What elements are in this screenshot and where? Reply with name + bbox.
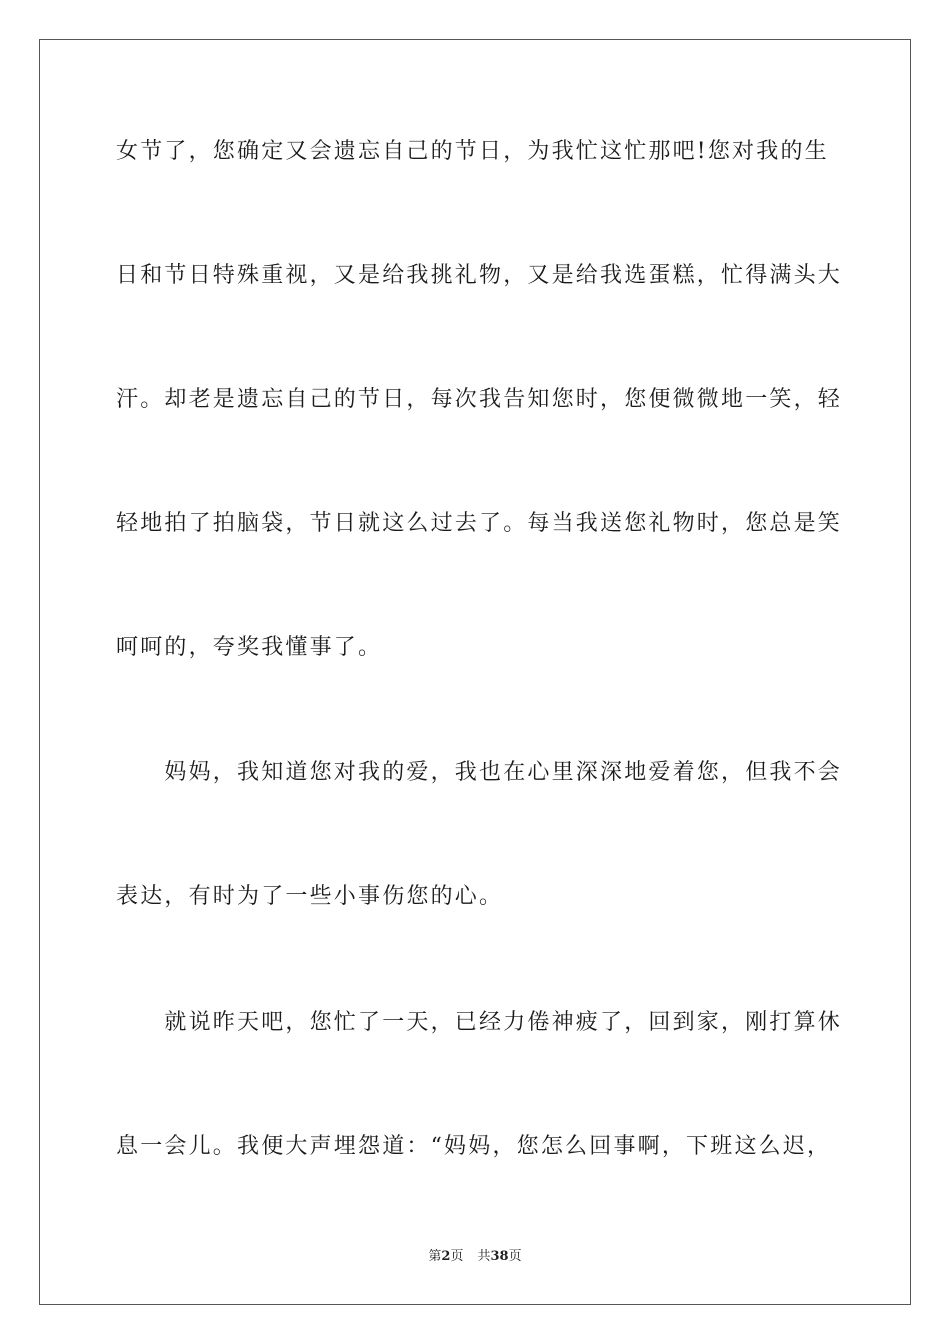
- text-line-7: 表达，有时为了一些小事伤您的心。: [116, 884, 504, 909]
- text-line-2: 日和节日特殊重视，又是给我挑礼物，又是给我选蛋糕，忙得满头大: [116, 263, 843, 288]
- page-border: [39, 39, 911, 1305]
- text-line-8: 就说昨天吧，您忙了一天，已经力倦神疲了，回到家，刚打算休: [116, 1010, 843, 1035]
- page-label-prefix: 第: [428, 1249, 442, 1264]
- text-line-3: 汗。却老是遗忘自己的节日，每次我告知您时，您便微微地一笑，轻: [116, 387, 843, 412]
- total-label-suffix: 页: [508, 1249, 522, 1264]
- text-line-4: 轻地拍了拍脑袋，节日就这么过去了。每当我送您礼物时，您总是笑: [116, 511, 843, 536]
- page-footer: [0, 1248, 950, 1266]
- page-number: 2: [441, 1249, 451, 1264]
- text-line-6: 妈妈，我知道您对我的爱，我也在心里深深地爱着您，但我不会: [116, 760, 843, 785]
- total-label-prefix: 共: [477, 1249, 491, 1264]
- text-line-5: 呵呵的，夸奖我懂事了。: [116, 635, 383, 660]
- text-line-9: 息一会儿。我便大声埋怨道：“妈妈，您怎么回事啊，下班这么迟，: [116, 1134, 832, 1159]
- page-label-suffix: 页: [450, 1249, 464, 1264]
- total-pages: 38: [490, 1249, 509, 1264]
- text-line-1: 女节了，您确定又会遗忘自己的节日，为我忙这忙那吧!您对我的生: [116, 139, 829, 164]
